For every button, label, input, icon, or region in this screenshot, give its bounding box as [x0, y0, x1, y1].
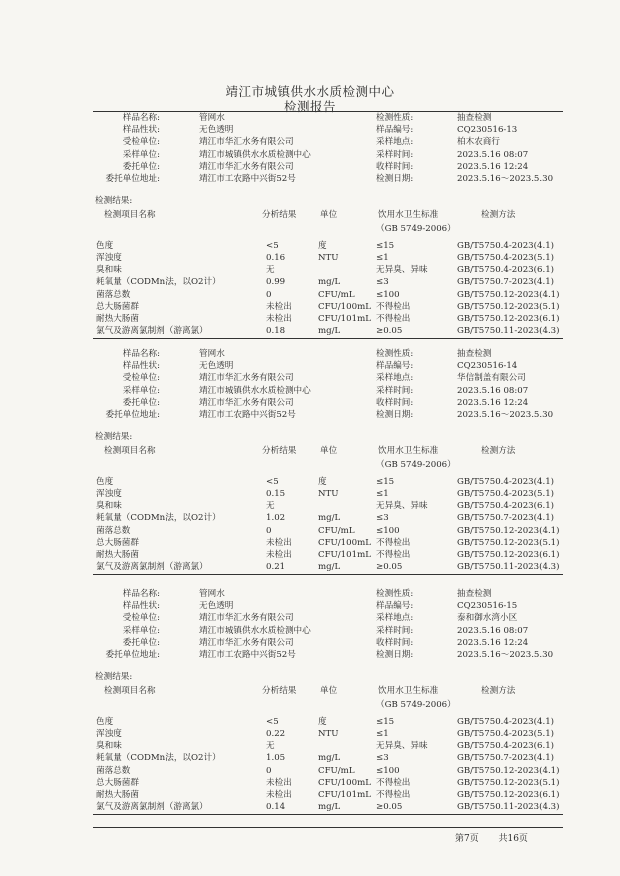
sampling-time-label: 采样时间: — [376, 625, 414, 636]
table-row-standard: ≤100 — [376, 289, 400, 300]
col-header-unit: 单位 — [320, 446, 338, 457]
table-row-standard: 不得检出 — [376, 790, 411, 800]
table-row-unit: 度 — [318, 716, 327, 727]
table-row-result: 无 — [266, 741, 275, 752]
sample-no-value: CQ230516-14 — [457, 361, 518, 372]
client-unit-label: 委托单位: — [122, 397, 160, 408]
table-row-standard: ≤100 — [376, 765, 400, 776]
table-row-item: 耐热大肠菌 — [96, 550, 139, 560]
test-nature-label: 检测性质: — [376, 349, 414, 359]
report-subtitle: 检测报告 — [283, 99, 336, 114]
sample-trait-label: 样品性状: — [122, 361, 160, 372]
col-header-standard: 饮用水卫生标准 — [378, 686, 439, 697]
table-row-item: 浑浊度 — [96, 489, 122, 499]
table-row-method: GB/T5750.12-2023(6.1) — [457, 790, 560, 800]
table-row-method: GB/T5750.4-2023(6.1) — [457, 741, 555, 752]
col-header-result: 分析结果 — [262, 210, 297, 221]
col-header-result: 分析结果 — [262, 446, 297, 457]
sample-no-label: 样品编号: — [376, 125, 414, 136]
table-row-item: 菌落总数 — [96, 289, 131, 300]
table-row-unit: NTU — [318, 253, 339, 263]
table-row-standard: ≤100 — [376, 525, 400, 536]
table-row-item: 色度 — [96, 716, 114, 727]
table-row-method: GB/T5750.12-2023(4.1) — [457, 765, 560, 776]
table-row-unit: CFU/100mL — [318, 301, 371, 312]
table-row-method: GB/T5750.4-2023(6.1) — [457, 265, 555, 276]
results-heading: 检测结果: — [95, 432, 133, 443]
sampling-time-label: 采样时间: — [376, 385, 414, 396]
sample-divider — [93, 574, 563, 575]
client-address-label: 委托单位地址: — [105, 410, 160, 420]
test-nature-value: 抽查检测 — [457, 589, 492, 599]
results-heading: 检测结果: — [95, 196, 133, 207]
client-unit-value: 靖江市华汇水务有限公司 — [199, 161, 294, 172]
sample-name-value: 管网水 — [199, 349, 225, 359]
sampling-site-value: 柏木农商行 — [457, 137, 500, 148]
table-row-standard: ≤15 — [376, 716, 395, 727]
table-row-standard: ≤1 — [376, 253, 389, 263]
table-row-unit: CFU/101mL — [318, 550, 371, 560]
sample-block-3 — [0, 588, 620, 838]
sample-name-label: 样品名称: — [122, 589, 160, 599]
table-row-unit: CFU/101mL — [318, 790, 371, 800]
col-header-method: 检测方法 — [481, 446, 516, 457]
table-row-standard: 不得检出 — [376, 537, 411, 548]
table-row-standard: ≤15 — [376, 476, 395, 487]
table-row-item: 耗氧量（CODMn法，以O2计） — [96, 753, 221, 764]
client-unit-value: 靖江市华汇水务有限公司 — [199, 397, 294, 408]
table-row-result: 1.05 — [266, 753, 286, 764]
sampling-unit-value: 靖江市城镇供水水质检测中心 — [199, 625, 311, 636]
table-row-method: GB/T5750.4-2023(4.1) — [457, 240, 555, 251]
table-row-unit: mg/L — [318, 753, 341, 764]
table-row-method: GB/T5750.4-2023(5.1) — [457, 729, 555, 739]
sample-no-value: CQ230516-15 — [457, 601, 518, 612]
table-row-unit: mg/L — [318, 802, 341, 813]
inspected-unit-label: 受检单位: — [122, 373, 160, 384]
col-header-method: 检测方法 — [481, 210, 516, 221]
sample-trait-label: 样品性状: — [122, 125, 160, 136]
test-nature-value: 抽查检测 — [457, 349, 492, 359]
sampling-time-value: 2023.5.16 08:07 — [457, 385, 529, 396]
sample-name-label: 样品名称: — [122, 113, 160, 123]
table-row-result: 未检出 — [266, 550, 292, 560]
sample-block-2 — [0, 348, 620, 598]
table-row-item: 耐热大肠菌 — [96, 790, 139, 800]
test-date-label: 检测日期: — [376, 174, 414, 184]
sample-divider — [93, 814, 563, 815]
table-row-item: 氯气及游离氯制剂（游离氯） — [96, 326, 208, 337]
test-date-value: 2023.5.16～2023.5.30 — [457, 410, 554, 420]
test-date-label: 检测日期: — [376, 650, 414, 660]
table-row-unit: mg/L — [318, 277, 341, 288]
table-row-result: <5 — [266, 716, 279, 727]
table-row-method: GB/T5750.4-2023(5.1) — [457, 253, 555, 263]
col-header-standard: 饮用水卫生标准 — [378, 446, 439, 457]
inspected-unit-label: 受检单位: — [122, 613, 160, 624]
table-row-method: GB/T5750.4-2023(5.1) — [457, 489, 555, 499]
table-row-standard: ≤1 — [376, 729, 389, 739]
table-row-method: GB/T5750.4-2023(6.1) — [457, 501, 555, 512]
sample-name-label: 样品名称: — [122, 349, 160, 359]
test-date-value: 2023.5.16～2023.5.30 — [457, 174, 554, 184]
table-row-item: 色度 — [96, 476, 114, 487]
col-header-standard: 饮用水卫生标准 — [378, 210, 439, 221]
received-time-label: 收样时间: — [376, 161, 414, 172]
table-row-unit: 度 — [318, 240, 327, 251]
table-row-method: GB/T5750.12-2023(4.1) — [457, 525, 560, 536]
table-row-result: <5 — [266, 476, 279, 487]
table-row-result: 0.99 — [266, 277, 286, 288]
received-time-label: 收样时间: — [376, 397, 414, 408]
table-row-method: GB/T5750.7-2023(4.1) — [457, 753, 555, 764]
sampling-unit-label: 采样单位: — [122, 625, 160, 636]
table-row-method: GB/T5750.11-2023(4.3) — [457, 802, 560, 813]
table-row-method: GB/T5750.11-2023(4.3) — [457, 326, 560, 337]
table-row-standard: ≤3 — [376, 513, 389, 524]
sample-name-value: 管网水 — [199, 589, 225, 599]
table-row-unit: CFU/100mL — [318, 777, 371, 788]
client-address-value: 靖江市工农路中兴街52号 — [199, 650, 296, 660]
table-row-unit: CFU/mL — [318, 525, 355, 536]
table-row-standard: ≤3 — [376, 753, 389, 764]
table-row-result: <5 — [266, 240, 279, 251]
sampling-time-label: 采样时间: — [376, 149, 414, 160]
inspected-unit-label: 受检单位: — [122, 137, 160, 148]
table-row-result: 无 — [266, 501, 275, 512]
table-row-method: GB/T5750.12-2023(6.1) — [457, 314, 560, 324]
report-title: 靖江市城镇供水水质检测中心 — [225, 84, 395, 99]
col-header-item: 检测项目名称 — [104, 210, 156, 221]
sample-trait-value: 无色透明 — [199, 125, 234, 136]
table-row-item: 浑浊度 — [96, 729, 122, 739]
sample-name-value: 管网水 — [199, 113, 225, 123]
received-time-value: 2023.5.16 12:24 — [457, 637, 529, 648]
rule-bottom — [93, 827, 563, 828]
sample-no-label: 样品编号: — [376, 601, 414, 612]
sample-no-label: 样品编号: — [376, 361, 414, 372]
table-row-item: 总大肠菌群 — [96, 537, 139, 548]
table-row-method: GB/T5750.4-2023(4.1) — [457, 476, 555, 487]
table-row-result: 0.22 — [266, 729, 286, 739]
test-nature-value: 抽查检测 — [457, 113, 492, 123]
sampling-unit-label: 采样单位: — [122, 385, 160, 396]
client-address-label: 委托单位地址: — [105, 650, 160, 660]
col-header-unit: 单位 — [320, 210, 338, 221]
table-row-unit: CFU/101mL — [318, 314, 371, 324]
table-row-standard: 无异臭、异味 — [376, 501, 428, 512]
sampling-time-value: 2023.5.16 08:07 — [457, 149, 529, 160]
table-row-standard: ≥0.05 — [376, 326, 403, 337]
table-row-item: 臭和味 — [96, 501, 122, 512]
sampling-unit-value: 靖江市城镇供水水质检测中心 — [199, 149, 311, 160]
sample-block-1 — [0, 112, 620, 362]
table-row-result: 0.15 — [266, 489, 286, 499]
sampling-time-value: 2023.5.16 08:07 — [457, 625, 529, 636]
table-row-item: 浑浊度 — [96, 253, 122, 263]
table-row-item: 耗氧量（CODMn法，以O2计） — [96, 277, 221, 288]
table-row-method: GB/T5750.12-2023(6.1) — [457, 550, 560, 560]
client-unit-label: 委托单位: — [122, 637, 160, 648]
table-row-item: 臭和味 — [96, 741, 122, 752]
table-row-result: 未检出 — [266, 314, 292, 324]
table-row-method: GB/T5750.7-2023(4.1) — [457, 513, 555, 524]
table-row-standard: ≤3 — [376, 277, 389, 288]
table-row-standard: 不得检出 — [376, 314, 411, 324]
table-row-standard: 无异臭、异味 — [376, 741, 428, 752]
table-row-result: 未检出 — [266, 790, 292, 800]
table-row-result: 未检出 — [266, 777, 292, 788]
table-row-result: 0 — [266, 289, 272, 300]
table-row-item: 总大肠菌群 — [96, 301, 139, 312]
inspected-unit-value: 靖江市华汇水务有限公司 — [199, 137, 294, 148]
results-heading: 检测结果: — [95, 672, 133, 683]
page-total: 共16页 — [498, 834, 528, 844]
sampling-unit-label: 采样单位: — [122, 149, 160, 160]
received-time-value: 2023.5.16 12:24 — [457, 161, 529, 172]
table-row-result: 0.16 — [266, 253, 286, 263]
table-row-standard: 不得检出 — [376, 550, 411, 560]
table-row-unit: NTU — [318, 489, 339, 499]
client-unit-value: 靖江市华汇水务有限公司 — [199, 637, 294, 648]
sampling-site-label: 采样地点: — [376, 613, 414, 624]
table-row-item: 氯气及游离氯制剂（游离氯） — [96, 562, 208, 573]
sample-trait-value: 无色透明 — [199, 601, 234, 612]
col-header-item: 检测项目名称 — [104, 446, 156, 457]
table-row-unit: mg/L — [318, 513, 341, 524]
received-time-value: 2023.5.16 12:24 — [457, 397, 529, 408]
table-row-result: 0 — [266, 525, 272, 536]
table-row-method: GB/T5750.4-2023(4.1) — [457, 716, 555, 727]
col-header-standard-ref: （GB 5749-2006） — [376, 223, 456, 234]
table-row-standard: ≥0.05 — [376, 802, 403, 813]
table-row-result: 未检出 — [266, 537, 292, 548]
table-row-item: 耐热大肠菌 — [96, 314, 139, 324]
table-row-item: 总大肠菌群 — [96, 777, 139, 788]
page-footer — [455, 831, 528, 844]
table-row-method: GB/T5750.12-2023(4.1) — [457, 289, 560, 300]
table-row-unit: mg/L — [318, 562, 341, 573]
test-nature-label: 检测性质: — [376, 589, 414, 599]
table-row-result: 0.14 — [266, 802, 286, 813]
sample-divider — [93, 338, 563, 339]
test-date-value: 2023.5.16～2023.5.30 — [457, 650, 554, 660]
client-address-label: 委托单位地址: — [105, 174, 160, 184]
client-unit-label: 委托单位: — [122, 161, 160, 172]
table-row-result: 0.18 — [266, 326, 286, 337]
inspected-unit-value: 靖江市华汇水务有限公司 — [199, 613, 294, 624]
received-time-label: 收样时间: — [376, 637, 414, 648]
table-row-item: 氯气及游离氯制剂（游离氯） — [96, 802, 208, 813]
table-row-standard: ≤15 — [376, 240, 395, 251]
table-row-standard: 不得检出 — [376, 777, 411, 788]
test-date-label: 检测日期: — [376, 410, 414, 420]
table-row-result: 1.02 — [266, 513, 286, 524]
table-row-standard: ≥0.05 — [376, 562, 403, 573]
sample-trait-value: 无色透明 — [199, 361, 234, 372]
table-row-method: GB/T5750.12-2023(5.1) — [457, 301, 560, 312]
test-nature-label: 检测性质: — [376, 113, 414, 123]
sampling-site-value: 华信制盖有限公司 — [457, 373, 526, 384]
table-row-method: GB/T5750.12-2023(5.1) — [457, 537, 560, 548]
col-header-result: 分析结果 — [262, 686, 297, 697]
table-row-method: GB/T5750.11-2023(4.3) — [457, 562, 560, 573]
col-header-method: 检测方法 — [481, 686, 516, 697]
col-header-unit: 单位 — [320, 686, 338, 697]
sampling-site-label: 采样地点: — [376, 137, 414, 148]
col-header-item: 检测项目名称 — [104, 686, 156, 697]
table-row-result: 0.21 — [266, 562, 286, 573]
col-header-standard-ref: （GB 5749-2006） — [376, 459, 456, 470]
client-address-value: 靖江市工农路中兴街52号 — [199, 174, 296, 184]
table-row-item: 臭和味 — [96, 265, 122, 276]
table-row-standard: 无异臭、异味 — [376, 265, 428, 276]
table-row-unit: 度 — [318, 476, 327, 487]
table-row-method: GB/T5750.12-2023(5.1) — [457, 777, 560, 788]
table-row-unit: NTU — [318, 729, 339, 739]
table-row-item: 耗氧量（CODMn法，以O2计） — [96, 513, 221, 524]
table-row-method: GB/T5750.7-2023(4.1) — [457, 277, 555, 288]
table-row-result: 未检出 — [266, 301, 292, 312]
table-row-standard: ≤1 — [376, 489, 389, 499]
table-row-standard: 不得检出 — [376, 301, 411, 312]
table-row-unit: CFU/mL — [318, 289, 355, 300]
table-row-item: 色度 — [96, 240, 114, 251]
table-row-item: 菌落总数 — [96, 525, 131, 536]
table-row-result: 0 — [266, 765, 272, 776]
sample-no-value: CQ230516-13 — [457, 125, 518, 136]
sample-trait-label: 样品性状: — [122, 601, 160, 612]
sampling-site-value: 泰和御水湾小区 — [457, 613, 518, 624]
client-address-value: 靖江市工农路中兴街52号 — [199, 410, 296, 420]
table-row-result: 无 — [266, 265, 275, 276]
table-row-unit: CFU/mL — [318, 765, 355, 776]
table-row-unit: mg/L — [318, 326, 341, 337]
col-header-standard-ref: （GB 5749-2006） — [376, 699, 456, 710]
sampling-unit-value: 靖江市城镇供水水质检测中心 — [199, 385, 311, 396]
inspected-unit-value: 靖江市华汇水务有限公司 — [199, 373, 294, 384]
sampling-site-label: 采样地点: — [376, 373, 414, 384]
table-row-unit: CFU/100mL — [318, 537, 371, 548]
table-row-item: 菌落总数 — [96, 765, 131, 776]
page-number: 第7页 — [455, 834, 479, 844]
